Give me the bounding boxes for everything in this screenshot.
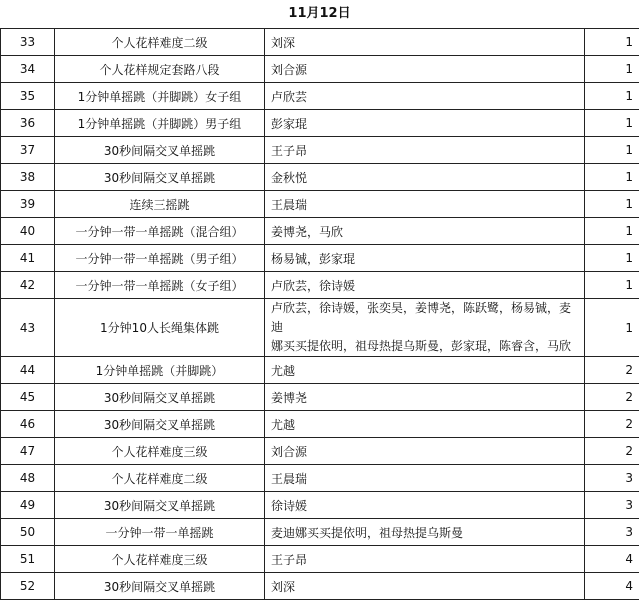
rank-value: 1 (585, 137, 639, 164)
event-name: 个人花样难度三级 (55, 438, 265, 465)
event-name: 一分钟一带一单摇跳（男子组） (55, 245, 265, 272)
table-row (1, 492, 639, 519)
event-name: 1分钟10人长绳集体跳 (55, 299, 265, 357)
table-row (1, 56, 639, 83)
rank-value: 3 (585, 492, 639, 519)
athlete-names: 王子昂 (265, 137, 585, 164)
row-number: 35 (1, 83, 55, 110)
row-number: 36 (1, 110, 55, 137)
event-name: 1分钟单摇跳（并脚跳） (55, 357, 265, 384)
rank-value: 4 (585, 546, 639, 573)
rank-value: 3 (585, 519, 639, 546)
athlete-names: 徐诗媛 (265, 492, 585, 519)
rank-value: 1 (585, 191, 639, 218)
table-row (1, 438, 639, 465)
row-number: 45 (1, 384, 55, 411)
table-row (1, 83, 639, 110)
row-number: 42 (1, 272, 55, 299)
rank-value: 1 (585, 299, 639, 357)
rank-value: 2 (585, 357, 639, 384)
row-number: 40 (1, 218, 55, 245)
table-row (1, 546, 639, 573)
event-name: 个人花样难度二级 (55, 465, 265, 492)
event-name: 30秒间隔交叉单摇跳 (55, 573, 265, 600)
table-row (1, 245, 639, 272)
event-name: 一分钟一带一单摇跳（女子组） (55, 272, 265, 299)
rank-value: 1 (585, 29, 639, 56)
row-number: 46 (1, 411, 55, 438)
rank-value: 2 (585, 411, 639, 438)
rank-value: 1 (585, 56, 639, 83)
athlete-names: 刘深 (265, 573, 585, 600)
event-name: 30秒间隔交叉单摇跳 (55, 164, 265, 191)
row-number: 39 (1, 191, 55, 218)
rank-value: 1 (585, 218, 639, 245)
athlete-names: 尤越 (265, 411, 585, 438)
athlete-names: 卢欣芸 (265, 83, 585, 110)
rank-value: 1 (585, 110, 639, 137)
event-name: 30秒间隔交叉单摇跳 (55, 137, 265, 164)
results-table (0, 28, 639, 600)
athlete-names: 尤越 (265, 357, 585, 384)
event-name: 30秒间隔交叉单摇跳 (55, 411, 265, 438)
row-number: 47 (1, 438, 55, 465)
row-number: 34 (1, 56, 55, 83)
athlete-names: 刘合源 (265, 438, 585, 465)
athlete-names: 彭家琨 (265, 110, 585, 137)
rank-value: 3 (585, 465, 639, 492)
table-row (1, 29, 639, 56)
athlete-names: 麦迪娜买买提依明，祖母热提乌斯曼 (265, 519, 585, 546)
table-row (1, 299, 639, 357)
rank-value: 2 (585, 438, 639, 465)
athlete-names: 金秋悦 (265, 164, 585, 191)
row-number: 50 (1, 519, 55, 546)
event-name: 1分钟单摇跳（并脚跳）女子组 (55, 83, 265, 110)
row-number: 48 (1, 465, 55, 492)
row-number: 49 (1, 492, 55, 519)
row-number: 37 (1, 137, 55, 164)
rank-value: 1 (585, 164, 639, 191)
rank-value: 1 (585, 83, 639, 110)
table-row (1, 384, 639, 411)
athlete-names: 刘深 (265, 29, 585, 56)
row-number: 41 (1, 245, 55, 272)
table-row (1, 357, 639, 384)
row-number: 52 (1, 573, 55, 600)
athlete-names: 姜博尧，马欣 (265, 218, 585, 245)
event-name: 30秒间隔交叉单摇跳 (55, 384, 265, 411)
athlete-names: 刘合源 (265, 56, 585, 83)
row-number: 51 (1, 546, 55, 573)
table-row (1, 573, 639, 600)
athlete-names-line: 娜买买提依明，祖母热提乌斯曼，彭家琨，陈睿含，马欣 (271, 337, 578, 356)
athlete-names-line: 卢欣芸，徐诗媛，张奕昊，姜博尧，陈跃鹭，杨易铖，麦迪 (271, 299, 578, 337)
athlete-names: 王子昂 (265, 546, 585, 573)
date-header: 11月12日 (0, 0, 639, 28)
row-number: 38 (1, 164, 55, 191)
event-name: 连续三摇跳 (55, 191, 265, 218)
event-name: 一分钟一带一单摇跳 (55, 519, 265, 546)
table-row (1, 110, 639, 137)
table-row (1, 218, 639, 245)
event-name: 30秒间隔交叉单摇跳 (55, 492, 265, 519)
table-row (1, 519, 639, 546)
athlete-names: 王晨瑞 (265, 191, 585, 218)
table-row (1, 465, 639, 492)
athlete-names: 杨易铖，彭家琨 (265, 245, 585, 272)
row-number: 44 (1, 357, 55, 384)
event-name: 个人花样规定套路八段 (55, 56, 265, 83)
table-row (1, 137, 639, 164)
row-number: 43 (1, 299, 55, 357)
event-name: 个人花样难度三级 (55, 546, 265, 573)
event-name: 一分钟一带一单摇跳（混合组） (55, 218, 265, 245)
rank-value: 1 (585, 245, 639, 272)
rank-value: 2 (585, 384, 639, 411)
row-number: 33 (1, 29, 55, 56)
athlete-names: 姜博尧 (265, 384, 585, 411)
table-row (1, 191, 639, 218)
table-row (1, 164, 639, 191)
event-name: 个人花样难度二级 (55, 29, 265, 56)
athlete-names (265, 299, 585, 357)
event-name: 1分钟单摇跳（并脚跳）男子组 (55, 110, 265, 137)
table-row (1, 272, 639, 299)
table-row (1, 411, 639, 438)
athlete-names: 王晨瑞 (265, 465, 585, 492)
athlete-names: 卢欣芸，徐诗媛 (265, 272, 585, 299)
rank-value: 4 (585, 573, 639, 600)
rank-value: 1 (585, 272, 639, 299)
